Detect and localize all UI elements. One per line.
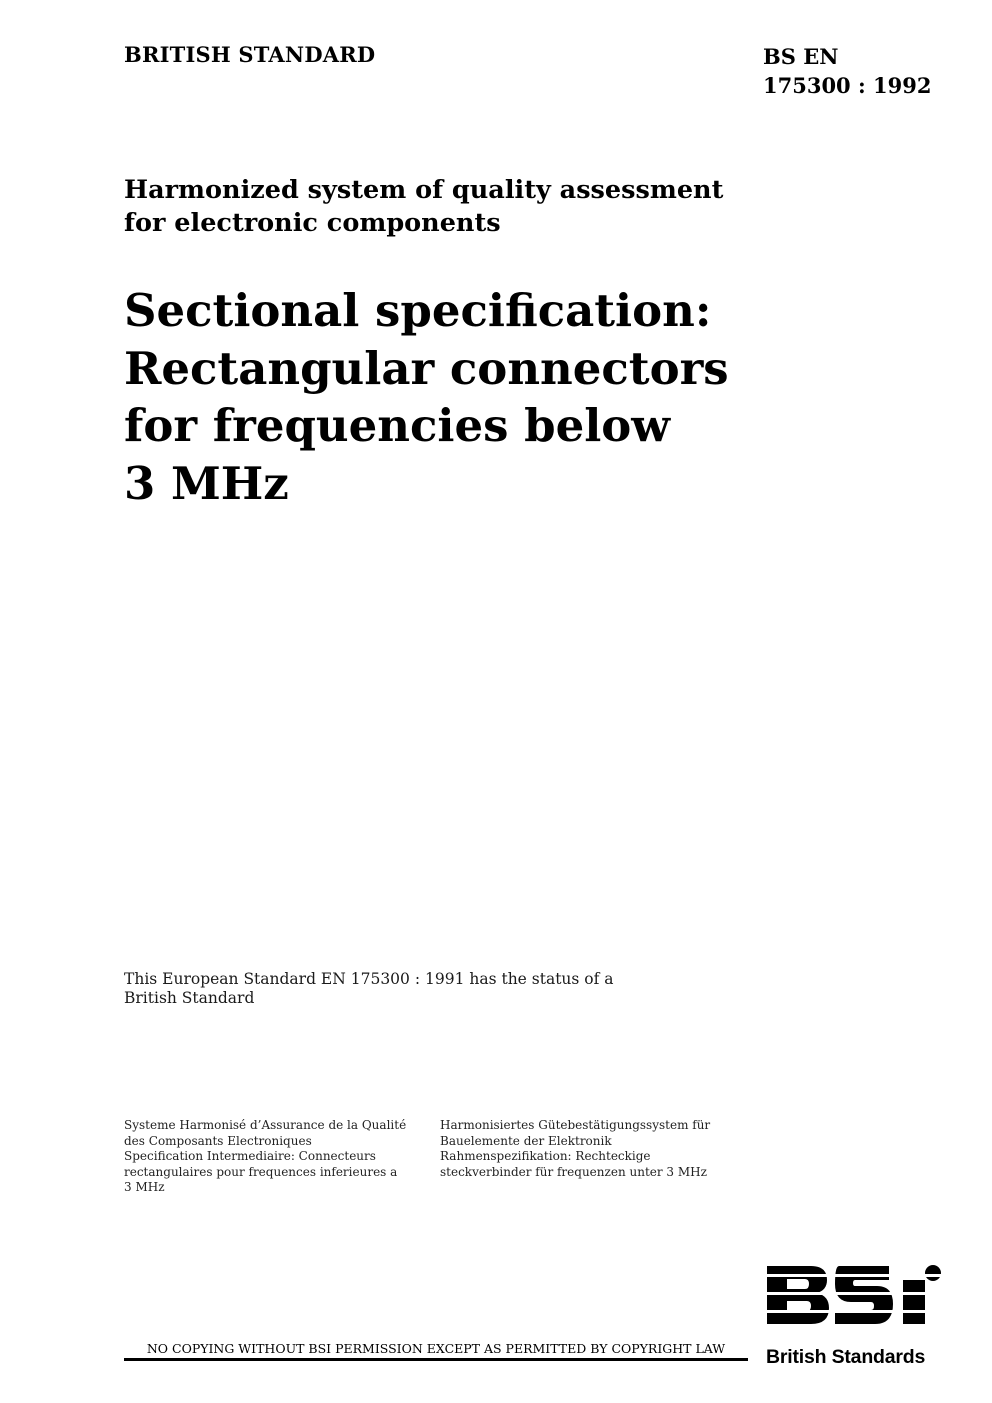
french-title-translation bbox=[124, 1118, 424, 1196]
title-line3: for frequencies below bbox=[124, 399, 671, 452]
title-line4: 3 MHz bbox=[124, 456, 289, 510]
french-line2: des Composants Electroniques bbox=[124, 1133, 312, 1148]
title-line2: Rectangular connectors bbox=[124, 341, 729, 395]
standard-number bbox=[763, 42, 932, 100]
document-title bbox=[124, 282, 884, 512]
title-line1: Sectional specification: bbox=[124, 284, 712, 337]
subtitle-line1: Harmonized system of quality assessment bbox=[124, 175, 724, 205]
subtitle-line2: for electronic components bbox=[124, 208, 501, 238]
standard-number-line1: BS EN bbox=[763, 44, 839, 69]
copyright-notice: NO COPYING WITHOUT BSI PERMISSION EXCEPT AS PERMITTED BY COPYRIGHT LAW bbox=[124, 1341, 748, 1361]
german-line1: Harmonisiertes Gütebestätigungssystem für bbox=[440, 1118, 711, 1132]
status-note-line1: This European Standard EN 175300 : 1991 has the status of a bbox=[124, 970, 614, 988]
bsi-tagline: British Standards bbox=[766, 1346, 926, 1368]
german-title-translation bbox=[440, 1118, 740, 1180]
french-line1: Systeme Harmonisé d’Assurance de la Qualité bbox=[124, 1118, 407, 1132]
french-line5: 3 MHz bbox=[124, 1180, 165, 1194]
standard-number-line2: 175300 : 1992 bbox=[763, 73, 932, 98]
document-type-label: BRITISH STANDARD bbox=[124, 42, 376, 67]
series-subtitle bbox=[124, 174, 884, 240]
german-line2: Bauelemente der Elektronik bbox=[440, 1133, 612, 1148]
french-line4: rectangulaires pour frequences inferieures a bbox=[124, 1164, 398, 1179]
bsi-logo-mark bbox=[765, 1265, 943, 1324]
french-line3: Specification Intermediaire: Connecteurs bbox=[124, 1149, 376, 1163]
status-note-line2: British Standard bbox=[124, 989, 255, 1007]
german-line3: Rahmenspezifikation: Rechteckige bbox=[440, 1149, 651, 1163]
german-line4: steckverbinder für frequenzen unter 3 MHz bbox=[440, 1164, 707, 1179]
status-note bbox=[124, 970, 644, 1008]
